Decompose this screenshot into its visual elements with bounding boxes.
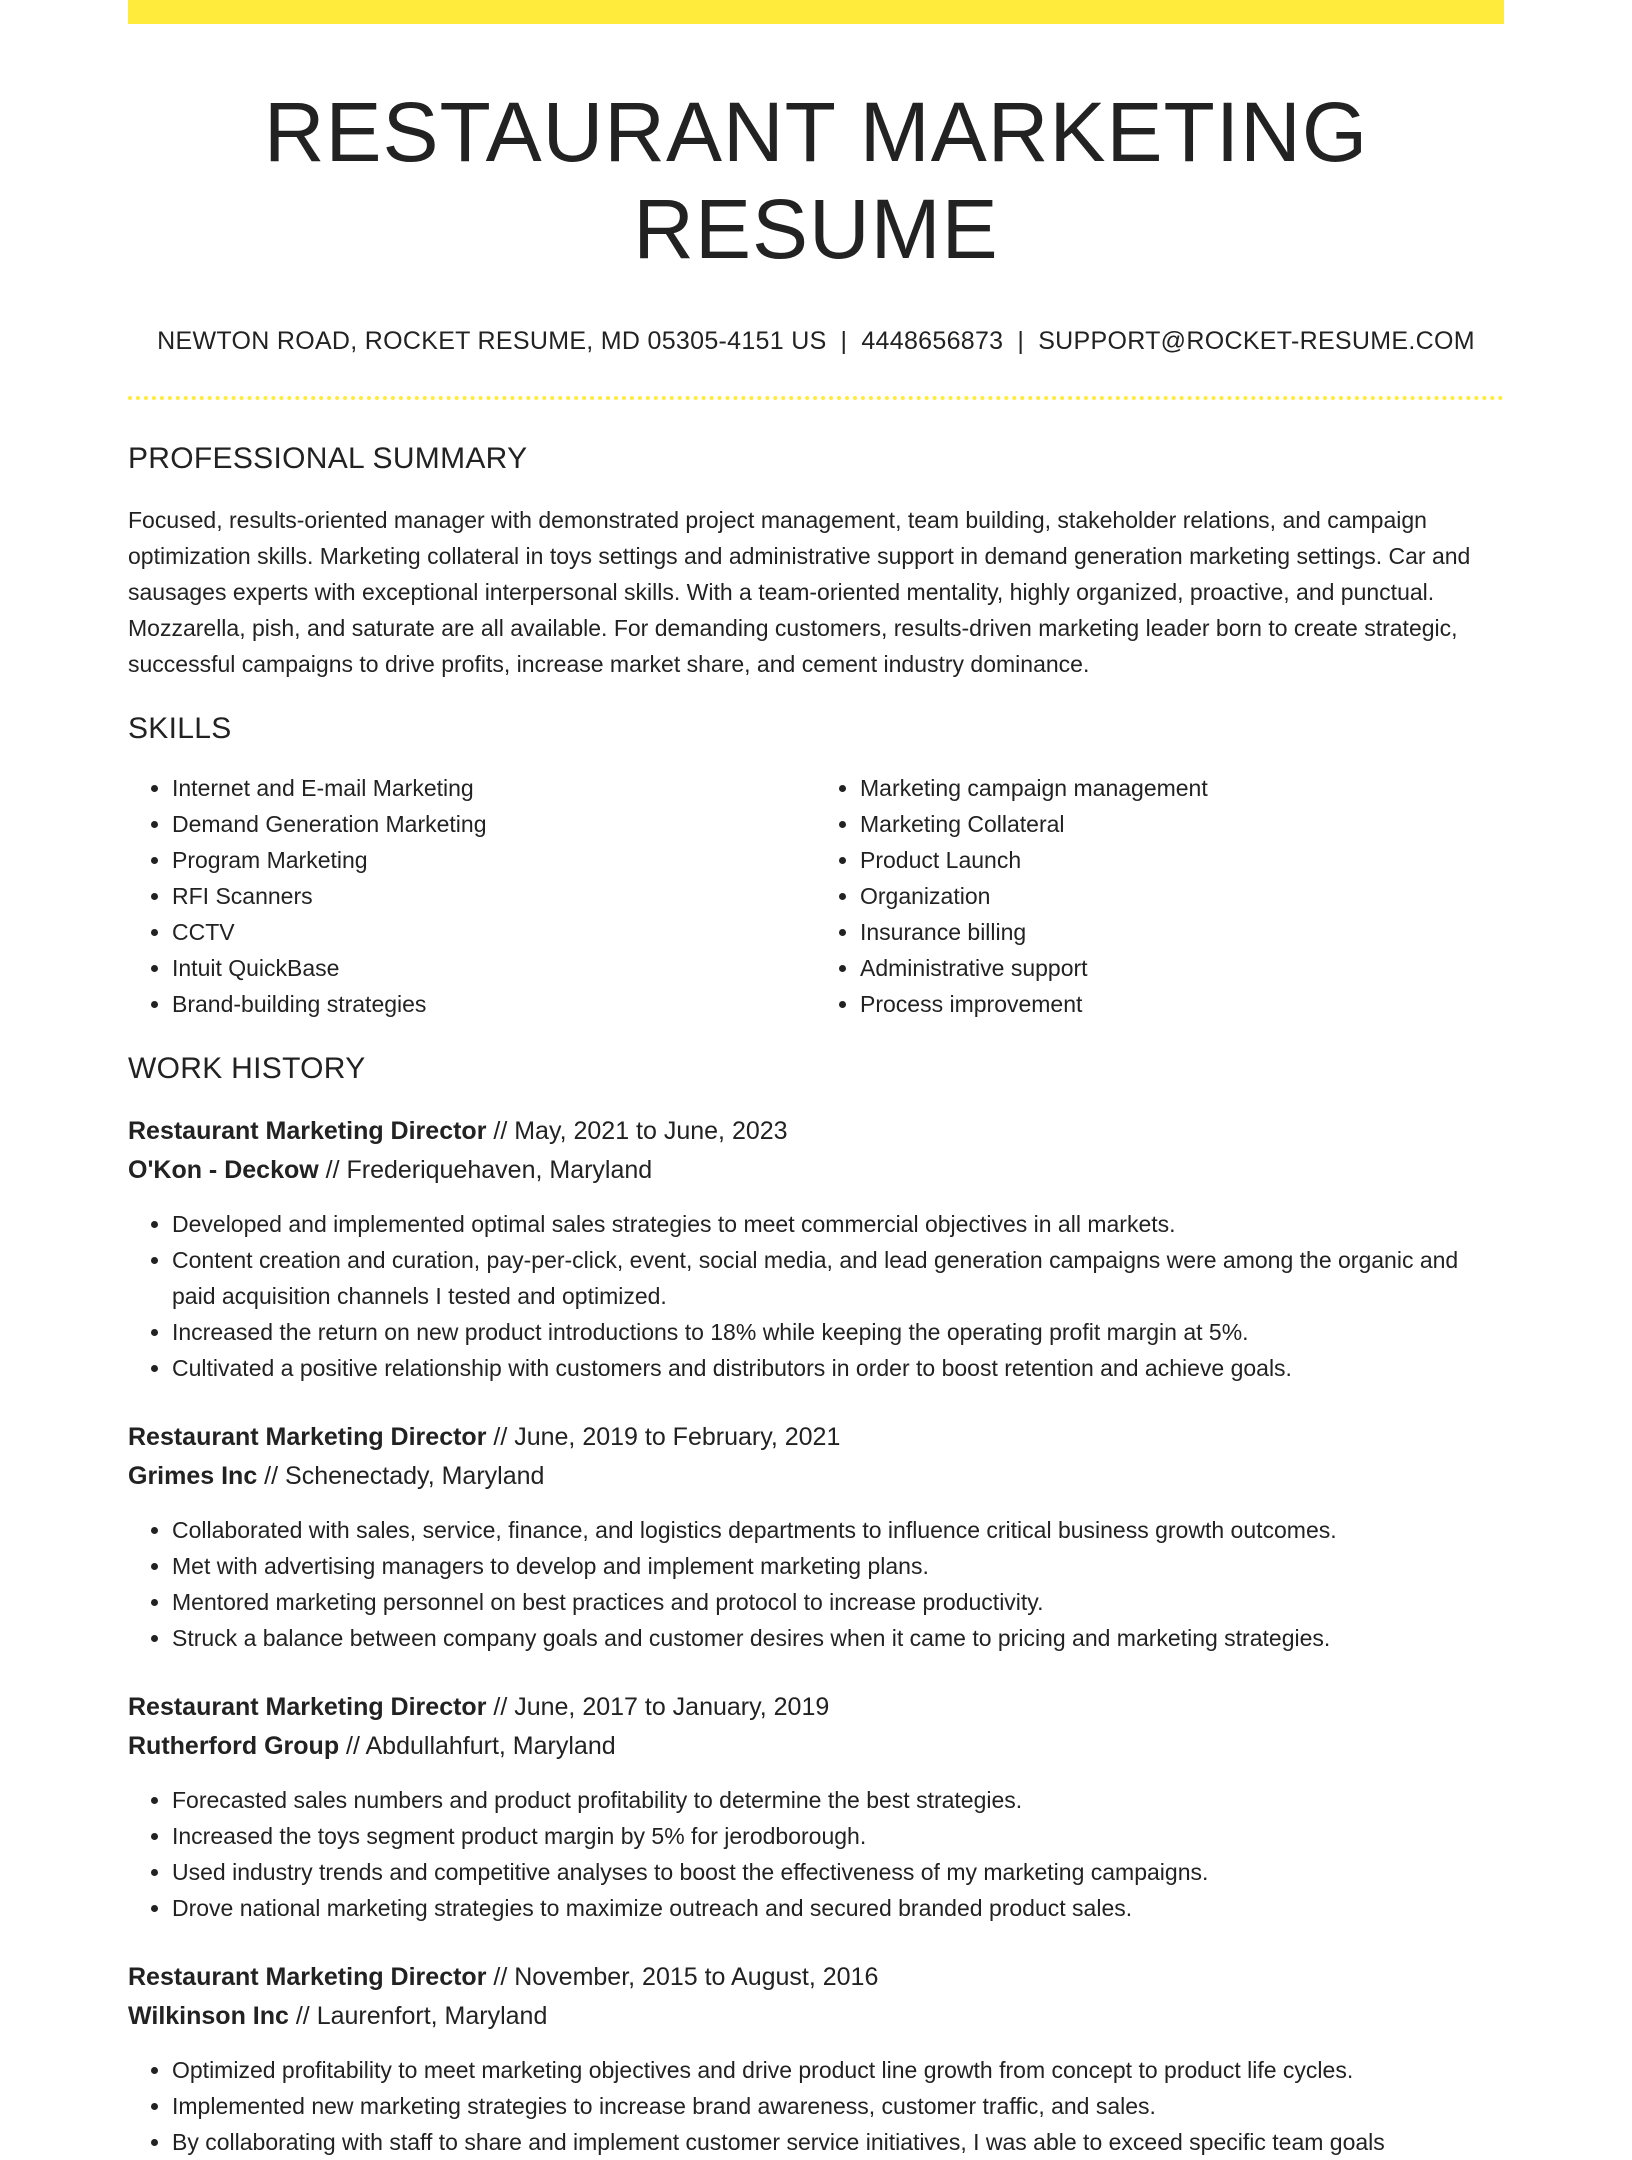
job-bullet: • Increased the toys segment product margin by 5% for jerodborough. [172,1818,1504,1854]
job-title-line [128,1418,1504,1457]
job-company-line [128,1997,1504,2036]
job-company: Rutherford Group [128,1732,340,1761]
skill-item: • Program Marketing [172,842,816,878]
job-dates: // June, 2017 to January, 2019 [486,1693,830,1722]
skill-item: • Administrative support [860,950,1504,986]
job-bullet: • Implemented new marketing strategies to increase brand awareness, customer traffic, and sales. [172,2088,1504,2124]
resume-page [128,0,1504,2160]
job-bullet: • Forecasted sales numbers and product profitability to determine the best strategies. [172,1782,1504,1818]
contact-phone: 4448656873 [861,327,1004,356]
job-bullet: • Used industry trends and competitive analyses to boost the effectiveness of my marketing campaigns. [172,1854,1504,1890]
skills-column-right [816,770,1504,1022]
job-bullet: • Collaborated with sales, service, finance, and logistics departments to influence critical business growth outcomes. [172,1512,1504,1548]
job-entry [128,1688,1504,1926]
job-company: O'Kon - Deckow [128,1156,319,1185]
job-bullet: • Mentored marketing personnel on best practices and protocol to increase productivity. [172,1584,1504,1620]
job-location: // Frederiquehaven, Maryland [318,1156,653,1185]
contact-separator: | [1017,327,1025,356]
job-bullet: • Cultivated a positive relationship with customers and distributors in order to boost retention and achieve goals. [172,1350,1504,1386]
job-dates: // June, 2019 to February, 2021 [486,1423,841,1452]
contact-email: SUPPORT@ROCKET-RESUME.COM [1038,327,1475,356]
job-bullets [128,2052,1504,2160]
job-title-line [128,1688,1504,1727]
skill-item: • Marketing Collateral [860,806,1504,842]
contact-separator: | [840,327,848,356]
job-title: Restaurant Marketing Director [128,1693,487,1722]
job-bullets [128,1782,1504,1926]
skill-item: • RFI Scanners [172,878,816,914]
job-title-line [128,1112,1504,1151]
job-company: Wilkinson Inc [128,2002,289,2031]
contact-line [128,327,1504,356]
job-bullet: • By collaborating with staff to share and implement customer service initiatives, I was able to exceed specific team goals [172,2124,1504,2160]
job-bullet: • Drove national marketing strategies to maximize outreach and secured branded product sales. [172,1890,1504,1926]
skill-item: • Internet and E-mail Marketing [172,770,816,806]
summary-text: Focused, results-oriented manager with demonstrated project management, team building, stakeholder relations, and campaign optimization skills. Marketing collateral in toys settings and administrative support in demand generation marketing settings. Car and sausages experts with exceptional interpersonal skills. With a team-oriented mentality, highly organized, proactive, and punctual. Mozzarella, pish, and saturate are all available. For demanding customers, results-driven marketing leader born to create strategic, successful campaigns to drive profits, increase market share, and cement industry dominance. [128,507,1471,678]
job-company-line [128,1727,1504,1766]
skill-item: • Product Launch [860,842,1504,878]
skill-item: • Marketing campaign management [860,770,1504,806]
job-bullets [128,1206,1504,1386]
job-bullet: • Developed and implemented optimal sales strategies to meet commercial objectives in all markets. [172,1206,1504,1242]
job-bullet: • Struck a balance between company goals and customer desires when it came to pricing and marketing strategies. [172,1620,1504,1656]
job-entry [128,1418,1504,1656]
skill-item: • Demand Generation Marketing [172,806,816,842]
job-title: Restaurant Marketing Director [128,1963,487,1992]
job-dates: // November, 2015 to August, 2016 [486,1963,879,1992]
dotted-divider [128,396,1504,400]
resume-title: RESTAURANT MARKETING RESUME [263,85,1369,276]
skill-item: • Intuit QuickBase [172,950,816,986]
job-title-line [128,1958,1504,1997]
skills-column-left [128,770,816,1022]
skills-list [128,770,1504,1022]
job-company-line [128,1151,1504,1190]
skill-item: • CCTV [172,914,816,950]
job-bullet: • Content creation and curation, pay-per-click, event, social media, and lead generation campaigns were among the organic and paid acquisition channels I tested and optimized. [172,1242,1504,1314]
accent-top-bar [128,0,1504,24]
work-history-heading: WORK HISTORY [128,1052,366,1086]
job-location: // Schenectady, Maryland [257,1462,545,1491]
job-dates: // May, 2021 to June, 2023 [486,1117,788,1146]
job-bullet: • Increased the return on new product introductions to 18% while keeping the operating profit margin at 5%. [172,1314,1504,1350]
job-title: Restaurant Marketing Director [128,1423,487,1452]
summary-heading: PROFESSIONAL SUMMARY [128,442,528,476]
job-company-line [128,1457,1504,1496]
contact-address: NEWTON ROAD, ROCKET RESUME, MD 05305-4151 US [157,327,827,356]
job-entry [128,1958,1504,2160]
skill-item: • Insurance billing [860,914,1504,950]
skill-item: • Brand-building strategies [172,986,816,1022]
job-bullets [128,1512,1504,1656]
job-title: Restaurant Marketing Director [128,1117,487,1146]
job-company: Grimes Inc [128,1462,258,1491]
skill-item: • Process improvement [860,986,1504,1022]
skill-item: • Organization [860,878,1504,914]
skills-heading: SKILLS [128,712,232,746]
job-bullet: • Met with advertising managers to develop and implement marketing plans. [172,1548,1504,1584]
job-location: // Laurenfort, Maryland [288,2002,548,2031]
job-entry [128,1112,1504,1386]
job-location: // Abdullahfurt, Maryland [339,1732,616,1761]
job-bullet: • Optimized profitability to meet marketing objectives and drive product line growth from concept to product life cycles. [172,2052,1504,2088]
